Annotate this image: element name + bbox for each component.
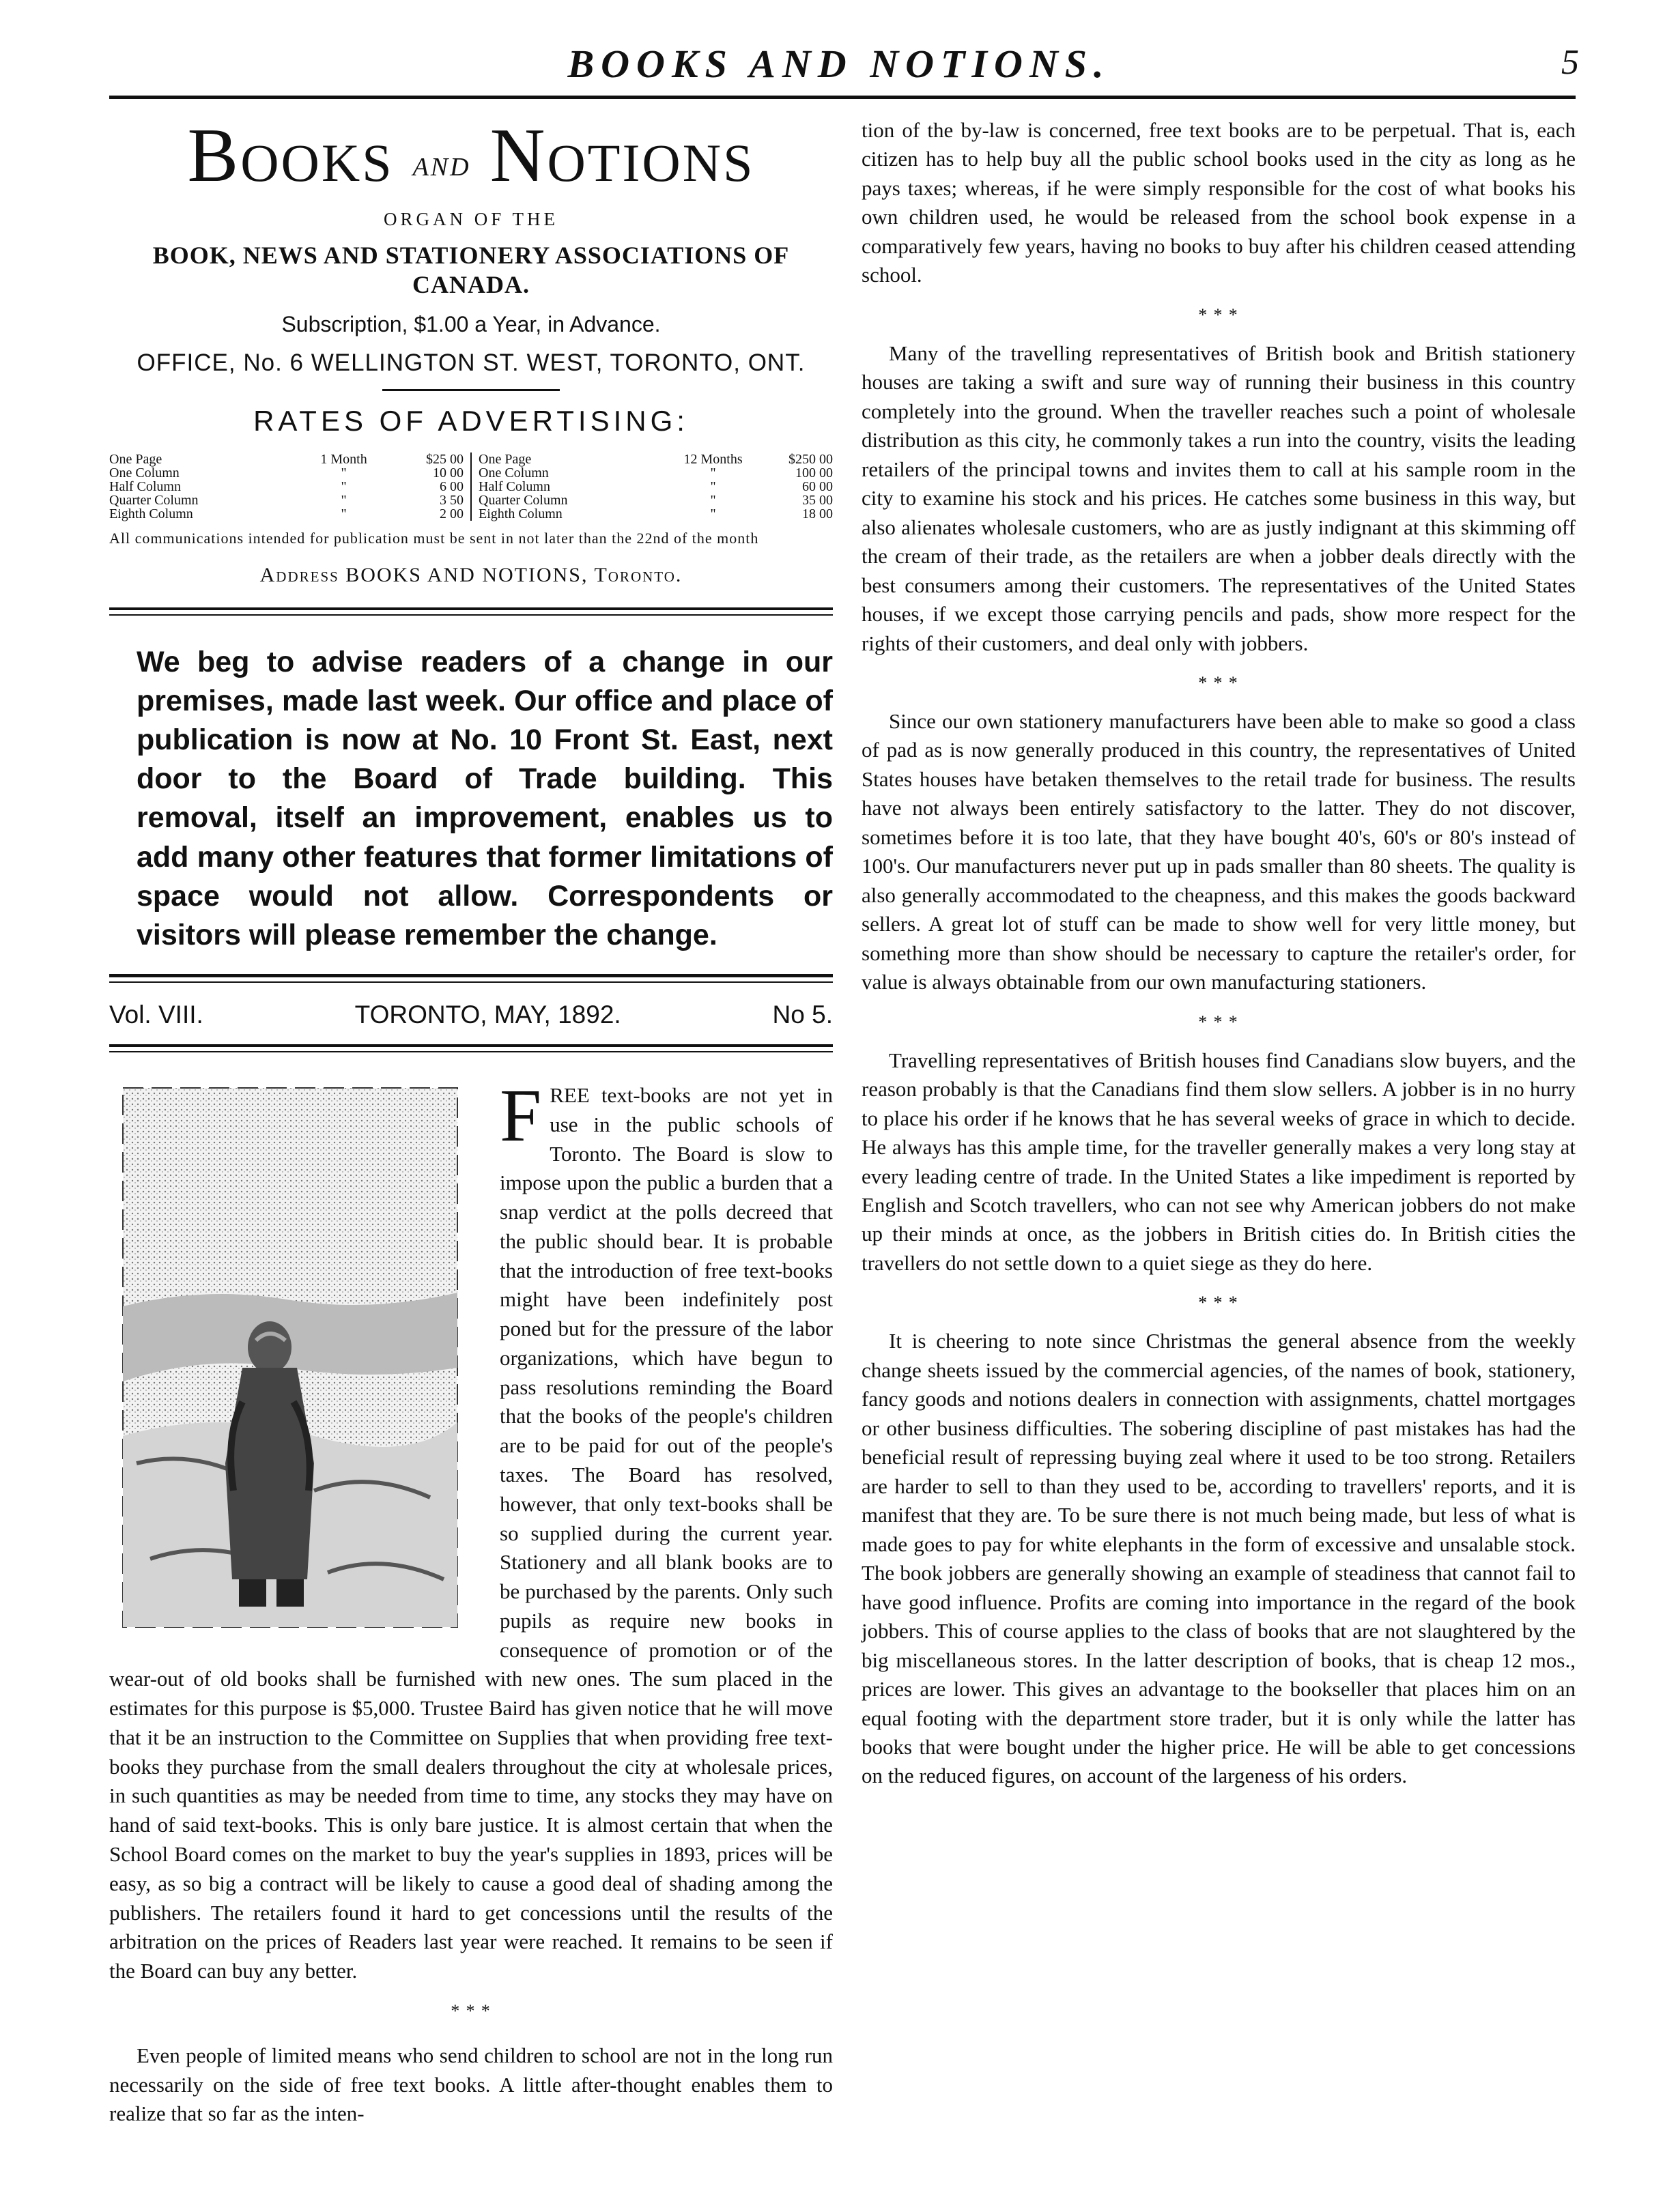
issue-date: TORONTO, MAY, 1892.: [354, 1001, 621, 1029]
rate-period: ": [341, 506, 347, 521]
left-column: [109, 109, 833, 2150]
drop-cap: F: [500, 1074, 542, 1158]
rate-period: ": [341, 492, 347, 508]
rate-size: Quarter Column: [479, 492, 568, 508]
rates-yearly: [472, 453, 833, 521]
rate-price: $25 00: [426, 451, 464, 467]
right-paragraph-5: It is cheering to note since Christmas the general absence from the weekly change sheets issued by the commercial agencies, of the names of book, stationery, fancy goods and notions dealers in connection with assignments, chattel mortgages or other business difficulties. The sobering discipline of past mistakes has had the beneficial result of repressing buying zeal where it used to be too strong. Retailers are harder to sell to than they used to be, according to travellers' reports, and it is manifest that they are. To be sure there is not much being made, but less of what is made goes to pay for white elephants in the form of excessive and unsalable stock. The book jobbers are generally showing an example of steadiness that cannot fail to have good influence. Profits are coming into importance in the regard of the book jobbers. This of course applies to the class of books that are not slaughtered by the big miscellaneous stores. In the latter description of books, that is cheap 12 mos., prices are lower. This gives an advantage to the bookseller that places him on an equal footing with the department store trader, but it is only while the latter has books that were bought under the higher price. He will be able to get concessions on the reduced figures, on account of the largeness of his orders.: [862, 1329, 1576, 1788]
lead-article: [109, 1074, 833, 2129]
rates-table: [109, 453, 833, 521]
paragraph-separator: * * *: [1198, 672, 1239, 693]
rate-period: ": [710, 492, 716, 508]
communications-note: All communications intended for publication must be sent in not later than the 22nd of the month: [109, 529, 759, 547]
masthead-notions: Notions: [489, 113, 755, 198]
section-rule: [109, 974, 833, 983]
rate-size: One Column: [479, 465, 549, 480]
paragraph-separator: * * *: [1198, 1293, 1239, 1313]
rate-price: 35 00: [802, 492, 833, 508]
rate-size: Eighth Column: [109, 506, 193, 521]
rate-price: 18 00: [802, 506, 833, 521]
second-paragraph: Even people of limited means who send children to school are not in the long run necessarily on the side of free text books. A little after-thought enables them to realize that so far as the inten-: [109, 2043, 833, 2126]
address-line: Address BOOKS AND NOTIONS, Toronto.: [259, 563, 683, 586]
rate-size: One Page: [479, 451, 532, 467]
page-number: 5: [1561, 43, 1579, 82]
rate-row: [109, 507, 464, 521]
header-rule: [109, 96, 1576, 99]
rates-title: RATES OF ADVERTISING:: [253, 404, 689, 437]
rate-row: [109, 480, 464, 493]
rate-size: One Page: [109, 451, 162, 467]
rate-price: 60 00: [802, 478, 833, 494]
section-rule: [109, 607, 833, 616]
rate-price: 6 00: [440, 478, 464, 494]
right-paragraph-3: Since our own stationery manufacturers have been able to make so good a class of pad as is now generally produced in this country, the representatives of United States houses have betaken themselves to the retail trade for business. The results have not always been entirely satisfactory to the latter. They do not discover, sometimes before it is too late, that they have bought 40's, 60's or 80's instead of 100's. Our manufacturers never put up in pads smaller than 80 sheets. The quality is also generally accommodated to the cheapness, and this makes the goods backward sellers. A great lot of stuff can be made to show well for very little money, but something more than show should be necessary to capture the retailer's order, for value is always obtainable from our own manufacturing stationers.: [862, 708, 1576, 994]
paragraph-separator: * * *: [1198, 1011, 1239, 1032]
rate-row: [109, 466, 464, 480]
running-head: BOOKS AND NOTIONS.: [567, 42, 1111, 86]
section-rule: [109, 1044, 833, 1052]
rate-row: [479, 493, 833, 507]
rate-size: One Column: [109, 465, 180, 480]
rate-period: 1 Month: [320, 451, 367, 467]
rate-period: 12 Months: [683, 451, 743, 467]
issue-line: [109, 1001, 833, 1029]
rate-price: 100 00: [795, 465, 833, 480]
rate-period: ": [341, 465, 347, 480]
masthead-and: and: [412, 142, 471, 184]
organ-line: ORGAN OF THE: [383, 208, 558, 229]
paragraph-separator: * * *: [1198, 304, 1239, 325]
rate-row: [109, 453, 464, 466]
right-paragraph-2: Many of the travelling representatives of British book and British stationery houses are taking a swift and sure way of running their business in this country completely into the ground. When the traveller reaches such a point of wholesale distribution as this city, he commonly takes a run into the country, visits the leading retailers of the principal towns and invites them to call at his sample room in the city to examine his stock and his prices. He catches some business in this way, but also alienates wholesale customers, who are as justly indignant at this skimming off the cream of their trade, as the retailers are when a jobber deals directly with the best consumers among their customers. The representatives of the United States houses, if we except those carrying pencils and pads, show more respect for the rights of their customers, and deal only with jobbers.: [862, 341, 1576, 655]
relocation-notice: We beg to advise readers of a change in our premises, made last week. Our office and place of publication is now at No. 10 Front St. East, next door to the Board of Trade building. This removal, itself an improvement, enables us to add many other features that former limitations of space would not allow. Correspondents or visitors will please remember the change.: [137, 645, 833, 951]
right-paragraph-4: Travelling representatives of British houses find Canadians slow buyers, and the reason probably is that the Canadians find them slow sellers. A jobber is in no hurry to place his order if he knows that he has several weeks of grace in which to decide. He always has this ample time, for the traveller generally makes a very long stay at every leading centre of trade. In the United States a like impediment is reported by English and Scotch travellers, who can not see why American jobbers do not make up their minds at once, as the jobbers in British cities do. In British cities the travellers do not settle down to a quiet siege as they do here.: [862, 1048, 1576, 1275]
right-column: [862, 116, 1576, 1791]
rate-size: Half Column: [109, 478, 181, 494]
rate-size: Half Column: [479, 478, 550, 494]
rate-size: Quarter Column: [109, 492, 199, 508]
rate-row: [109, 493, 464, 507]
rate-period: ": [710, 465, 716, 480]
rate-row: [479, 480, 833, 493]
volume-label: Vol. VIII.: [109, 1001, 203, 1029]
office-address: OFFICE, No. 6 WELLINGTON ST. WEST, TORONTO, ONT.: [137, 349, 806, 376]
rate-period: ": [710, 478, 716, 494]
rate-price: $250 00: [788, 451, 833, 467]
paragraph-separator: * * *: [451, 2000, 492, 2021]
illustration-child-in-snow: [109, 1081, 471, 1634]
right-paragraph-1: tion of the by-law is concerned, free text books are to be perpetual. That is, each citizen has to help buy all the public school books used in the city as long as he pays taxes; whereas, if he were simply responsible for the cost of what books his own children used, he would be released from the school book expense in a comparatively few years, having no books to buy after his children ceased attending school.: [862, 118, 1576, 287]
rate-row: [479, 453, 833, 466]
masthead-rule: [382, 389, 560, 391]
rate-row: [479, 507, 833, 521]
rate-size: Eighth Column: [479, 506, 563, 521]
masthead-title: [109, 113, 833, 198]
subscription-line: Subscription, $1.00 a Year, in Advance.: [281, 311, 661, 336]
rate-price: 2 00: [440, 506, 464, 521]
rates-monthly: [109, 453, 472, 521]
rate-price: 10 00: [433, 465, 464, 480]
masthead-books: Books: [187, 113, 394, 198]
rate-period: ": [341, 478, 347, 494]
rate-row: [479, 466, 833, 480]
rate-price: 3 50: [440, 492, 464, 508]
issue-number: No 5.: [772, 1001, 833, 1029]
associations-line: BOOK, NEWS AND STATIONERY ASSOCIATIONS OF CANADA.: [152, 241, 790, 298]
rate-period: ": [710, 506, 716, 521]
lead-paragraph: REE text-books are not yet in use in the public schools of Toronto. The Board is slow to impose upon the public a burden that a snap verdict at the polls decreed that the public should bear. It is probable that the introduction of free text-books might have been indefinitely post poned but for the pressure of the labor organizations, which have begun to pass resolutions reminding the Board that the books of the people's children are to be paid for out of the people's taxes. The Board has resolved, however, that only text-books shall be so supplied during the current year. Stationery and all blank books are to be purchased by the parents. Only such pupils as require new books in consequence of promotion or of the wear-out of old books shall be furnished with new ones. The sum placed in the estimates for this purpose is $5,000. Trustee Baird has given notice that he will move that it be an instruction to the Committee on Supplies that when providing free text-books they purchase from the small dealers throughout the city at wholesale prices, in such quantities as may be needed from time to time, any stocks they may have on hand of said text-books. This is only bare justice. It is almost certain that when the School Board comes on the market to buy the year's supplies in 1893, prices will be easy, as so big a contract will be likely to cause a good deal of shading among the publishers. The retailers found it hard to get concessions until the results of the arbitration on the prices of Readers last year were reached. It remains to be seen if the Board can buy any better.: [109, 1083, 833, 1983]
